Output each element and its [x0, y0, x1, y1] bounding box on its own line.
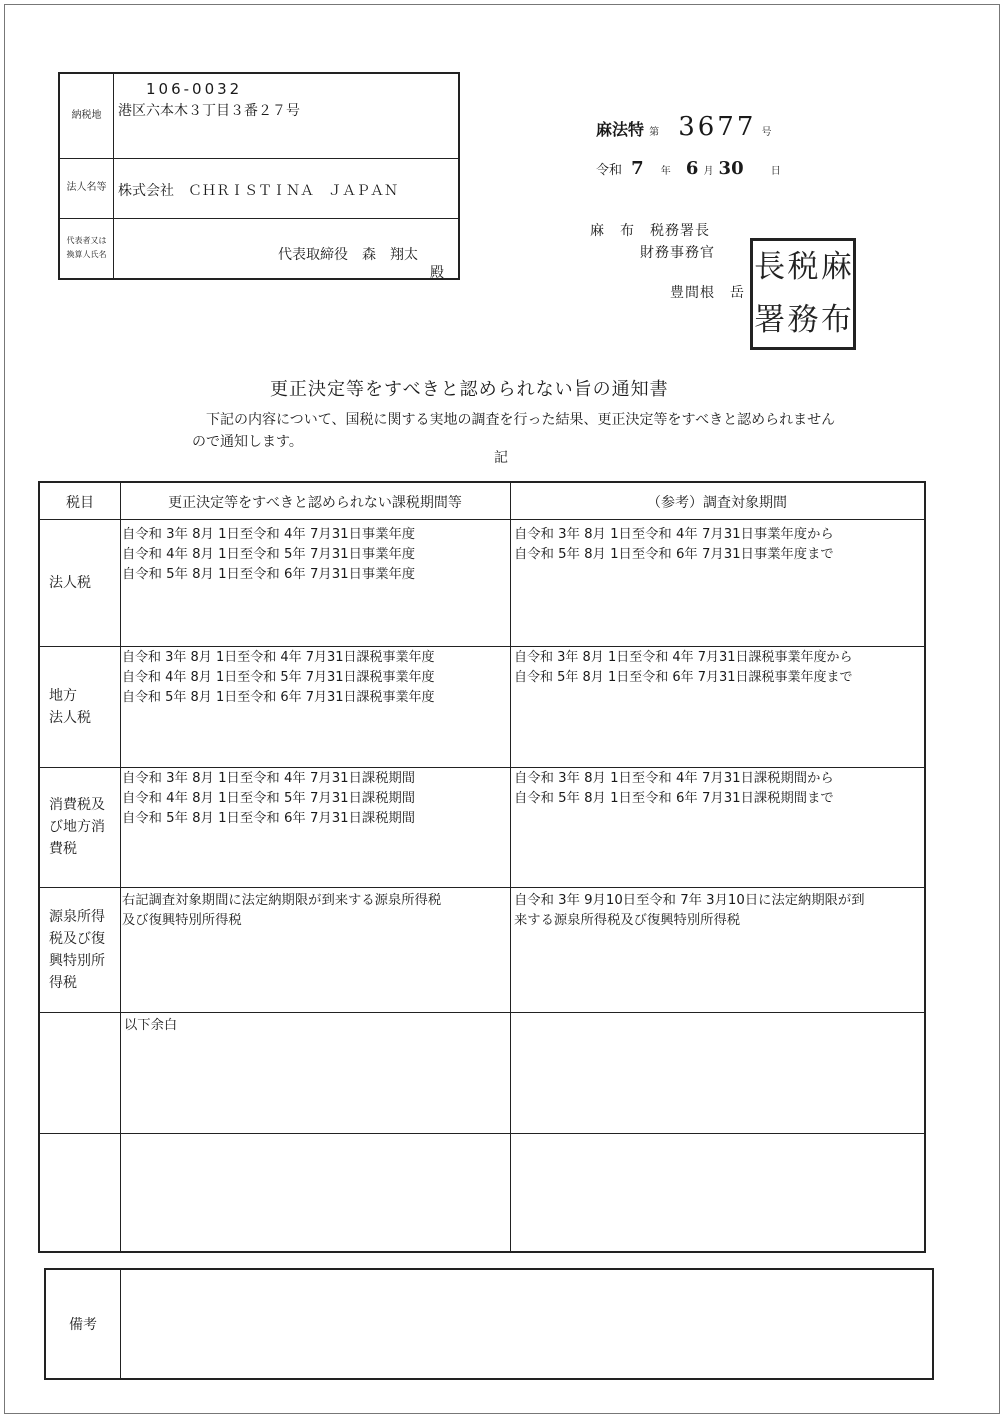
- officer-name: 豊間根 岳: [670, 285, 745, 301]
- address-label: 納税地: [60, 74, 114, 158]
- table-row-category: 消費税及 び地方消 費税: [49, 797, 105, 857]
- table-row-periods: 自令和 3年 8月 1日至令和 4年 7月31日課税事業年度 自令和 4年 8月 1日至令和 5年 7月31日課税事業年度 自令和 5年 8月 1日至令和 6年 7月31日課税事業年度: [122, 650, 435, 705]
- remarks-box: [44, 1268, 934, 1380]
- intro-text: 下記の内容について、国税に関する実地の調査を行った結果、更正決定等をすべきと認められませんので通知します。: [192, 412, 836, 450]
- table-row-reference: 自令和 3年 9月10日至令和 7年 3月10日に法定納期限が到 来する源泉所得税及び復興特別所得税: [514, 893, 865, 928]
- issue-date: 令和 7 年 6 月 30 日: [596, 158, 781, 179]
- header-tax-item: 税目: [66, 495, 94, 511]
- address: 港区六本木３丁目３番２７号: [118, 103, 300, 119]
- table-row-reference: 自令和 3年 8月 1日至令和 4年 7月31日事業年度から 自令和 5年 8月 1日至令和 6年 7月31日事業年度まで: [514, 527, 834, 562]
- document-number: 麻法特 第 3677 号: [596, 112, 772, 142]
- ki-mark: 記: [494, 450, 508, 466]
- table-row-periods: 自令和 3年 8月 1日至令和 4年 7月31日課税期間 自令和 4年 8月 1日至令和 5年 7月31日課税期間 自令和 5年 8月 1日至令和 6年 7月31日課税期間: [122, 771, 416, 826]
- header-reference: （参考）調査対象期間: [647, 495, 787, 511]
- table-row-reference: 自令和 3年 8月 1日至令和 4年 7月31日課税事業年度から 自令和 5年 8月 1日至令和 6年 7月31日課税事業年度まで: [514, 650, 853, 685]
- table-row-category: 地方 法人税: [49, 687, 91, 726]
- officer-title: 財務事務官: [640, 245, 715, 261]
- honorific: 殿: [430, 265, 444, 281]
- table-row-periods: 以下余白: [124, 1018, 178, 1033]
- official-seal: 麻 税 長 布 務 署: [750, 238, 856, 350]
- document-title: 更正決定等をすべきと認められない旨の通知書: [270, 379, 669, 400]
- postal-code: 106-0032: [146, 80, 243, 98]
- company-name: 株式会社 ＣＨＲＩＳＴＩＮＡ ＪＡＰＡＮ: [118, 183, 398, 199]
- table-row-category: 源泉所得 税及び復 興特別所 得税: [49, 908, 105, 991]
- representative-label: 代表者又は 換算人氏名: [60, 218, 114, 278]
- representative-name: 代表取締役 森 翔太: [278, 247, 418, 263]
- addressee-box: [58, 72, 460, 280]
- tax-period-table: [38, 481, 926, 1253]
- table-row-periods: 右記調査対象期間に法定納期限が到来する源泉所得税 及び復興特別所得税: [122, 893, 442, 928]
- remarks-label: 備考: [69, 1317, 97, 1333]
- table-row-reference: 自令和 3年 8月 1日至令和 4年 7月31日課税期間から 自令和 5年 8月 1日至令和 6年 7月31日課税期間まで: [514, 771, 834, 806]
- table-row-periods: 自令和 3年 8月 1日至令和 4年 7月31日事業年度 自令和 4年 8月 1日至令和 5年 7月31日事業年度 自令和 5年 8月 1日至令和 6年 7月31日事業年度: [122, 527, 416, 582]
- header-periods: 更正決定等をすべきと認められない課税期間等: [168, 495, 462, 511]
- name-label: 法人名等: [60, 158, 114, 218]
- table-row-category: 法人税: [49, 574, 91, 591]
- office-name: 麻 布 税務署長: [590, 223, 710, 239]
